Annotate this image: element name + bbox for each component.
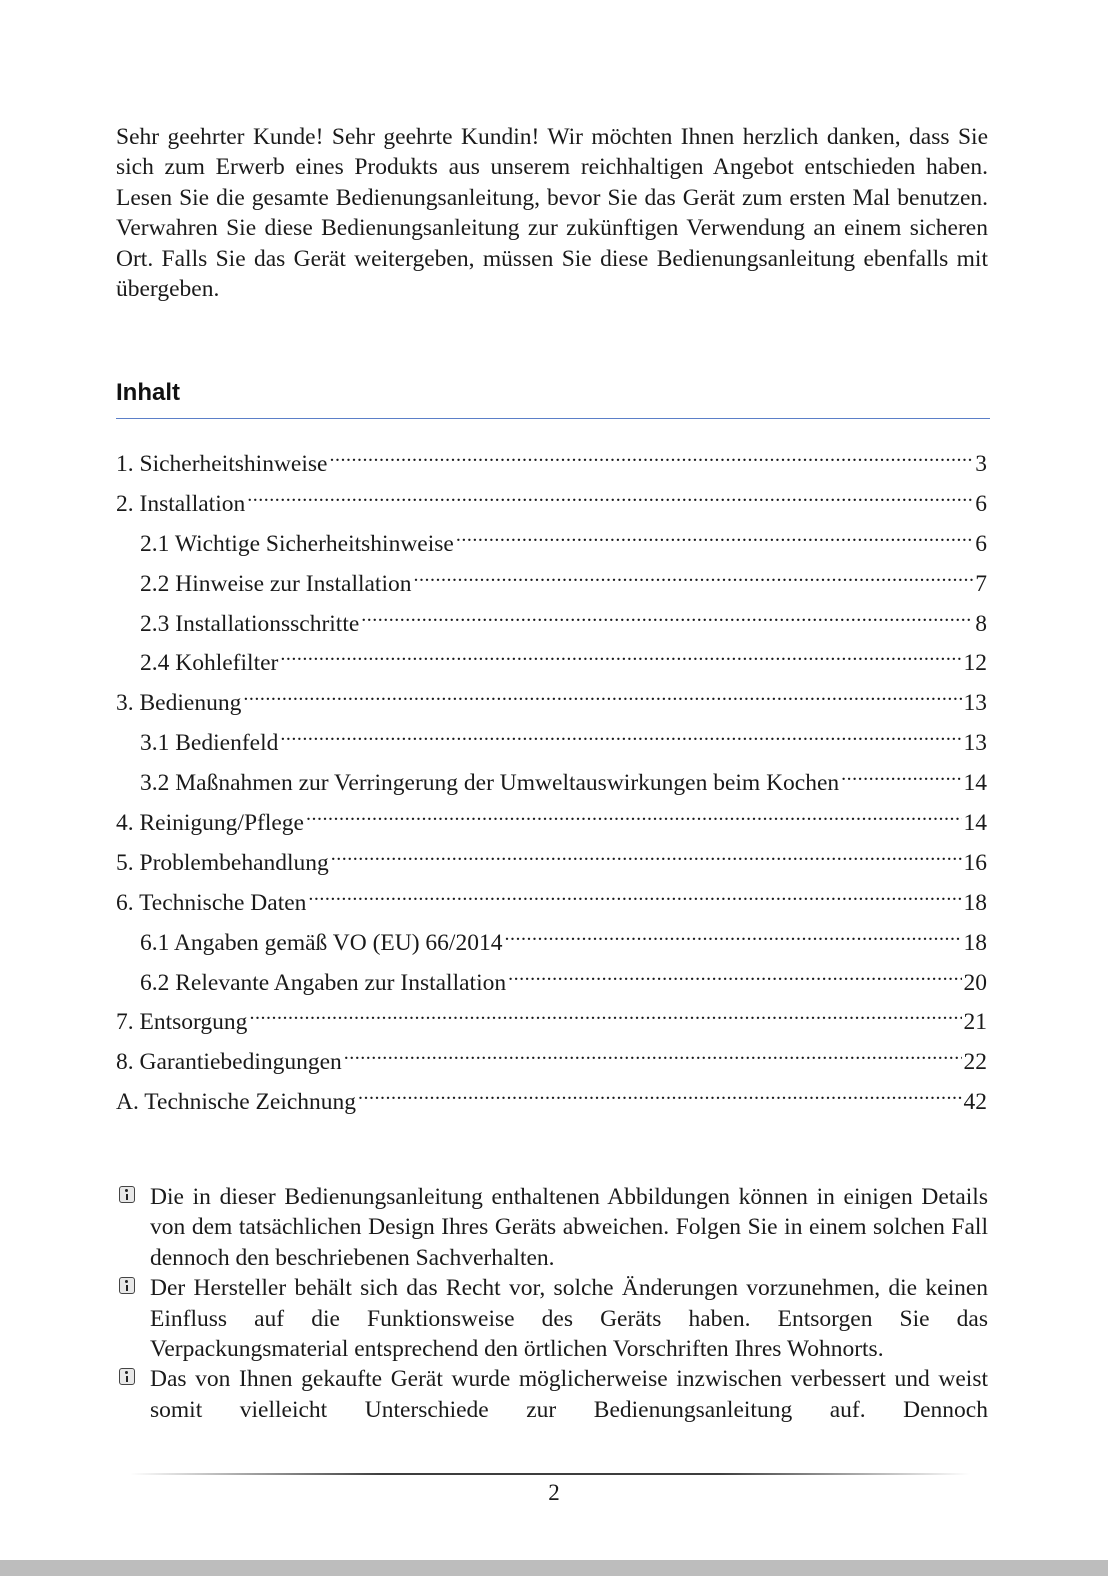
info-note-text: Die in dieser Bedienungsanleitung enthaltenen Abbildungen können in einigen Details von dem tatsächlichen Design Ihres Geräts abweichen. Folgen Sie in einem solchen Fall dennoch den beschriebenen Sachverhalten. <box>150 1184 988 1271</box>
info-note <box>116 1364 988 1425</box>
intro-paragraph: Sehr geehrter Kunde! Sehr geehrte Kundin! Wir möchten Ihnen herzlich danken, dass Sie sich zum Erwerb eines Produkts aus unserem reichhaltigen Angebot entschieden haben. Lesen Sie die gesamte Bedienungsanleitung, bevor Sie das Gerät zum ersten Mal benutzen. Verwahren Sie diese Bedienungsanleitung zur zukünftigen Verwendung an einem sicheren Ort. Falls Sie das Gerät weitergeben, müssen Sie diese Bedienungsanleitung ebenfalls mit übergeben. <box>116 124 988 303</box>
toc-entry[interactable] <box>116 965 987 1005</box>
toc-entry-title: 1. Sicherheitshinweise <box>116 451 328 477</box>
page-number: 2 <box>548 1480 560 1505</box>
toc-entry[interactable] <box>116 526 987 566</box>
toc-entry-page: 3 <box>975 451 987 477</box>
toc-dot-leader <box>344 1046 962 1070</box>
toc-entry[interactable] <box>116 805 987 845</box>
toc-entry[interactable] <box>116 725 987 765</box>
footer-rule <box>130 1473 970 1475</box>
toc-entry-page: 21 <box>963 1009 987 1036</box>
toc-dot-leader <box>504 926 961 950</box>
info-note-text: Der Hersteller behält sich das Recht vor, solche Änderungen vorzunehmen, die keinen Einfluss auf die Funktionsweise des Geräts haben. Entsorgen Sie das Verpackungsmaterial entsprechend den örtlichen Vorschriften Ihres Wohnorts. <box>150 1275 988 1363</box>
toc-entry-page: 6 <box>975 530 987 557</box>
toc-entry-page: 42 <box>963 1089 987 1116</box>
toc-entry[interactable] <box>116 925 987 965</box>
toc-dot-leader <box>331 846 962 870</box>
toc-entry-page: 8 <box>975 610 987 637</box>
toc-entry-page: 14 <box>963 770 987 797</box>
toc-entry-page: 14 <box>963 810 987 837</box>
toc-entry-page: 16 <box>963 849 987 876</box>
toc-entry-page: 20 <box>963 969 987 996</box>
toc-entry-title: 6. Technische Daten <box>116 889 307 916</box>
toc-dot-leader <box>308 886 961 910</box>
toc-entry[interactable] <box>116 486 987 526</box>
toc-entry-title: 2. Installation <box>116 490 246 517</box>
toc-dot-leader <box>249 1006 961 1030</box>
toc-entry[interactable] <box>116 845 987 885</box>
toc-entry-title: 3. Bedienung <box>116 690 242 717</box>
toc-dot-leader <box>361 607 973 631</box>
toc-dot-leader <box>329 448 973 472</box>
info-note <box>116 1273 988 1364</box>
info-note-text: Das von Ihnen gekaufte Gerät wurde möglicherweise inzwischen verbessert und weist somit vielleicht Unterschiede zur Bedienungsanleitung auf. Dennoch <box>150 1366 988 1423</box>
viewer-bottom-edge <box>0 1560 1108 1576</box>
toc-entry-title: 2.3 Installationsschritte <box>140 610 360 637</box>
toc-entry-title: 7. Entsorgung <box>116 1009 248 1036</box>
toc-entry[interactable] <box>116 765 987 805</box>
toc-heading-rule <box>116 418 990 419</box>
toc-entry[interactable] <box>116 566 987 606</box>
toc-entry-title: 4. Reinigung/Pflege <box>116 810 304 837</box>
toc-entry[interactable] <box>116 606 987 646</box>
toc-entry-title: 3.1 Bedienfeld <box>140 730 279 757</box>
toc-entry-title: 5. Problembehandlung <box>116 849 329 876</box>
toc-entry[interactable] <box>116 1044 987 1084</box>
toc-entry-page: 18 <box>963 929 987 956</box>
toc-dot-leader <box>280 647 961 671</box>
info-icon <box>119 1186 135 1203</box>
toc-entry-title: 8. Garantiebedingungen <box>116 1049 342 1076</box>
toc-entry-title: 2.2 Hinweise zur Installation <box>140 570 412 597</box>
toc-entry[interactable] <box>116 685 987 725</box>
toc-dot-leader <box>247 487 973 511</box>
toc-entry-page: 13 <box>963 730 987 757</box>
toc-dot-leader <box>243 687 961 711</box>
info-icon <box>119 1368 135 1385</box>
toc-dot-leader <box>508 966 961 990</box>
toc-entry-page: 22 <box>963 1049 987 1076</box>
toc-dot-leader <box>358 1086 961 1110</box>
toc-entry-page: 12 <box>963 650 987 677</box>
toc-entry-title: 6.2 Relevante Angaben zur Installation <box>140 969 507 996</box>
toc-entry-page: 6 <box>975 490 987 517</box>
info-icon <box>119 1277 135 1294</box>
table-of-contents <box>116 446 987 1124</box>
toc-dot-leader <box>456 527 973 551</box>
toc-heading: Inhalt <box>116 379 180 406</box>
toc-entry-page: 7 <box>975 570 987 597</box>
toc-dot-leader <box>414 567 974 591</box>
info-notes <box>116 1182 988 1425</box>
toc-entry[interactable] <box>116 1004 987 1044</box>
toc-entry-title: 6.1 Angaben gemäß VO (EU) 66/2014 <box>140 929 503 956</box>
toc-entry-title: 2.4 Kohlefilter <box>140 650 279 677</box>
info-note <box>116 1182 988 1273</box>
toc-entry[interactable] <box>116 885 987 925</box>
toc-dot-leader <box>306 807 962 831</box>
toc-entry[interactable] <box>116 645 987 685</box>
toc-entry-title: 2.1 Wichtige Sicherheitshinweise <box>140 530 454 557</box>
toc-entry-page: 13 <box>963 690 987 717</box>
toc-entry-title: A. Technische Zeichnung <box>116 1089 357 1116</box>
toc-entry-title: 3.2 Maßnahmen zur Verringerung der Umweltauswirkungen beim Kochen <box>140 770 840 797</box>
toc-dot-leader <box>280 727 961 751</box>
toc-entry-page: 18 <box>963 889 987 916</box>
toc-entry[interactable] <box>116 446 987 486</box>
toc-entry[interactable] <box>116 1084 987 1124</box>
toc-dot-leader <box>841 767 961 791</box>
